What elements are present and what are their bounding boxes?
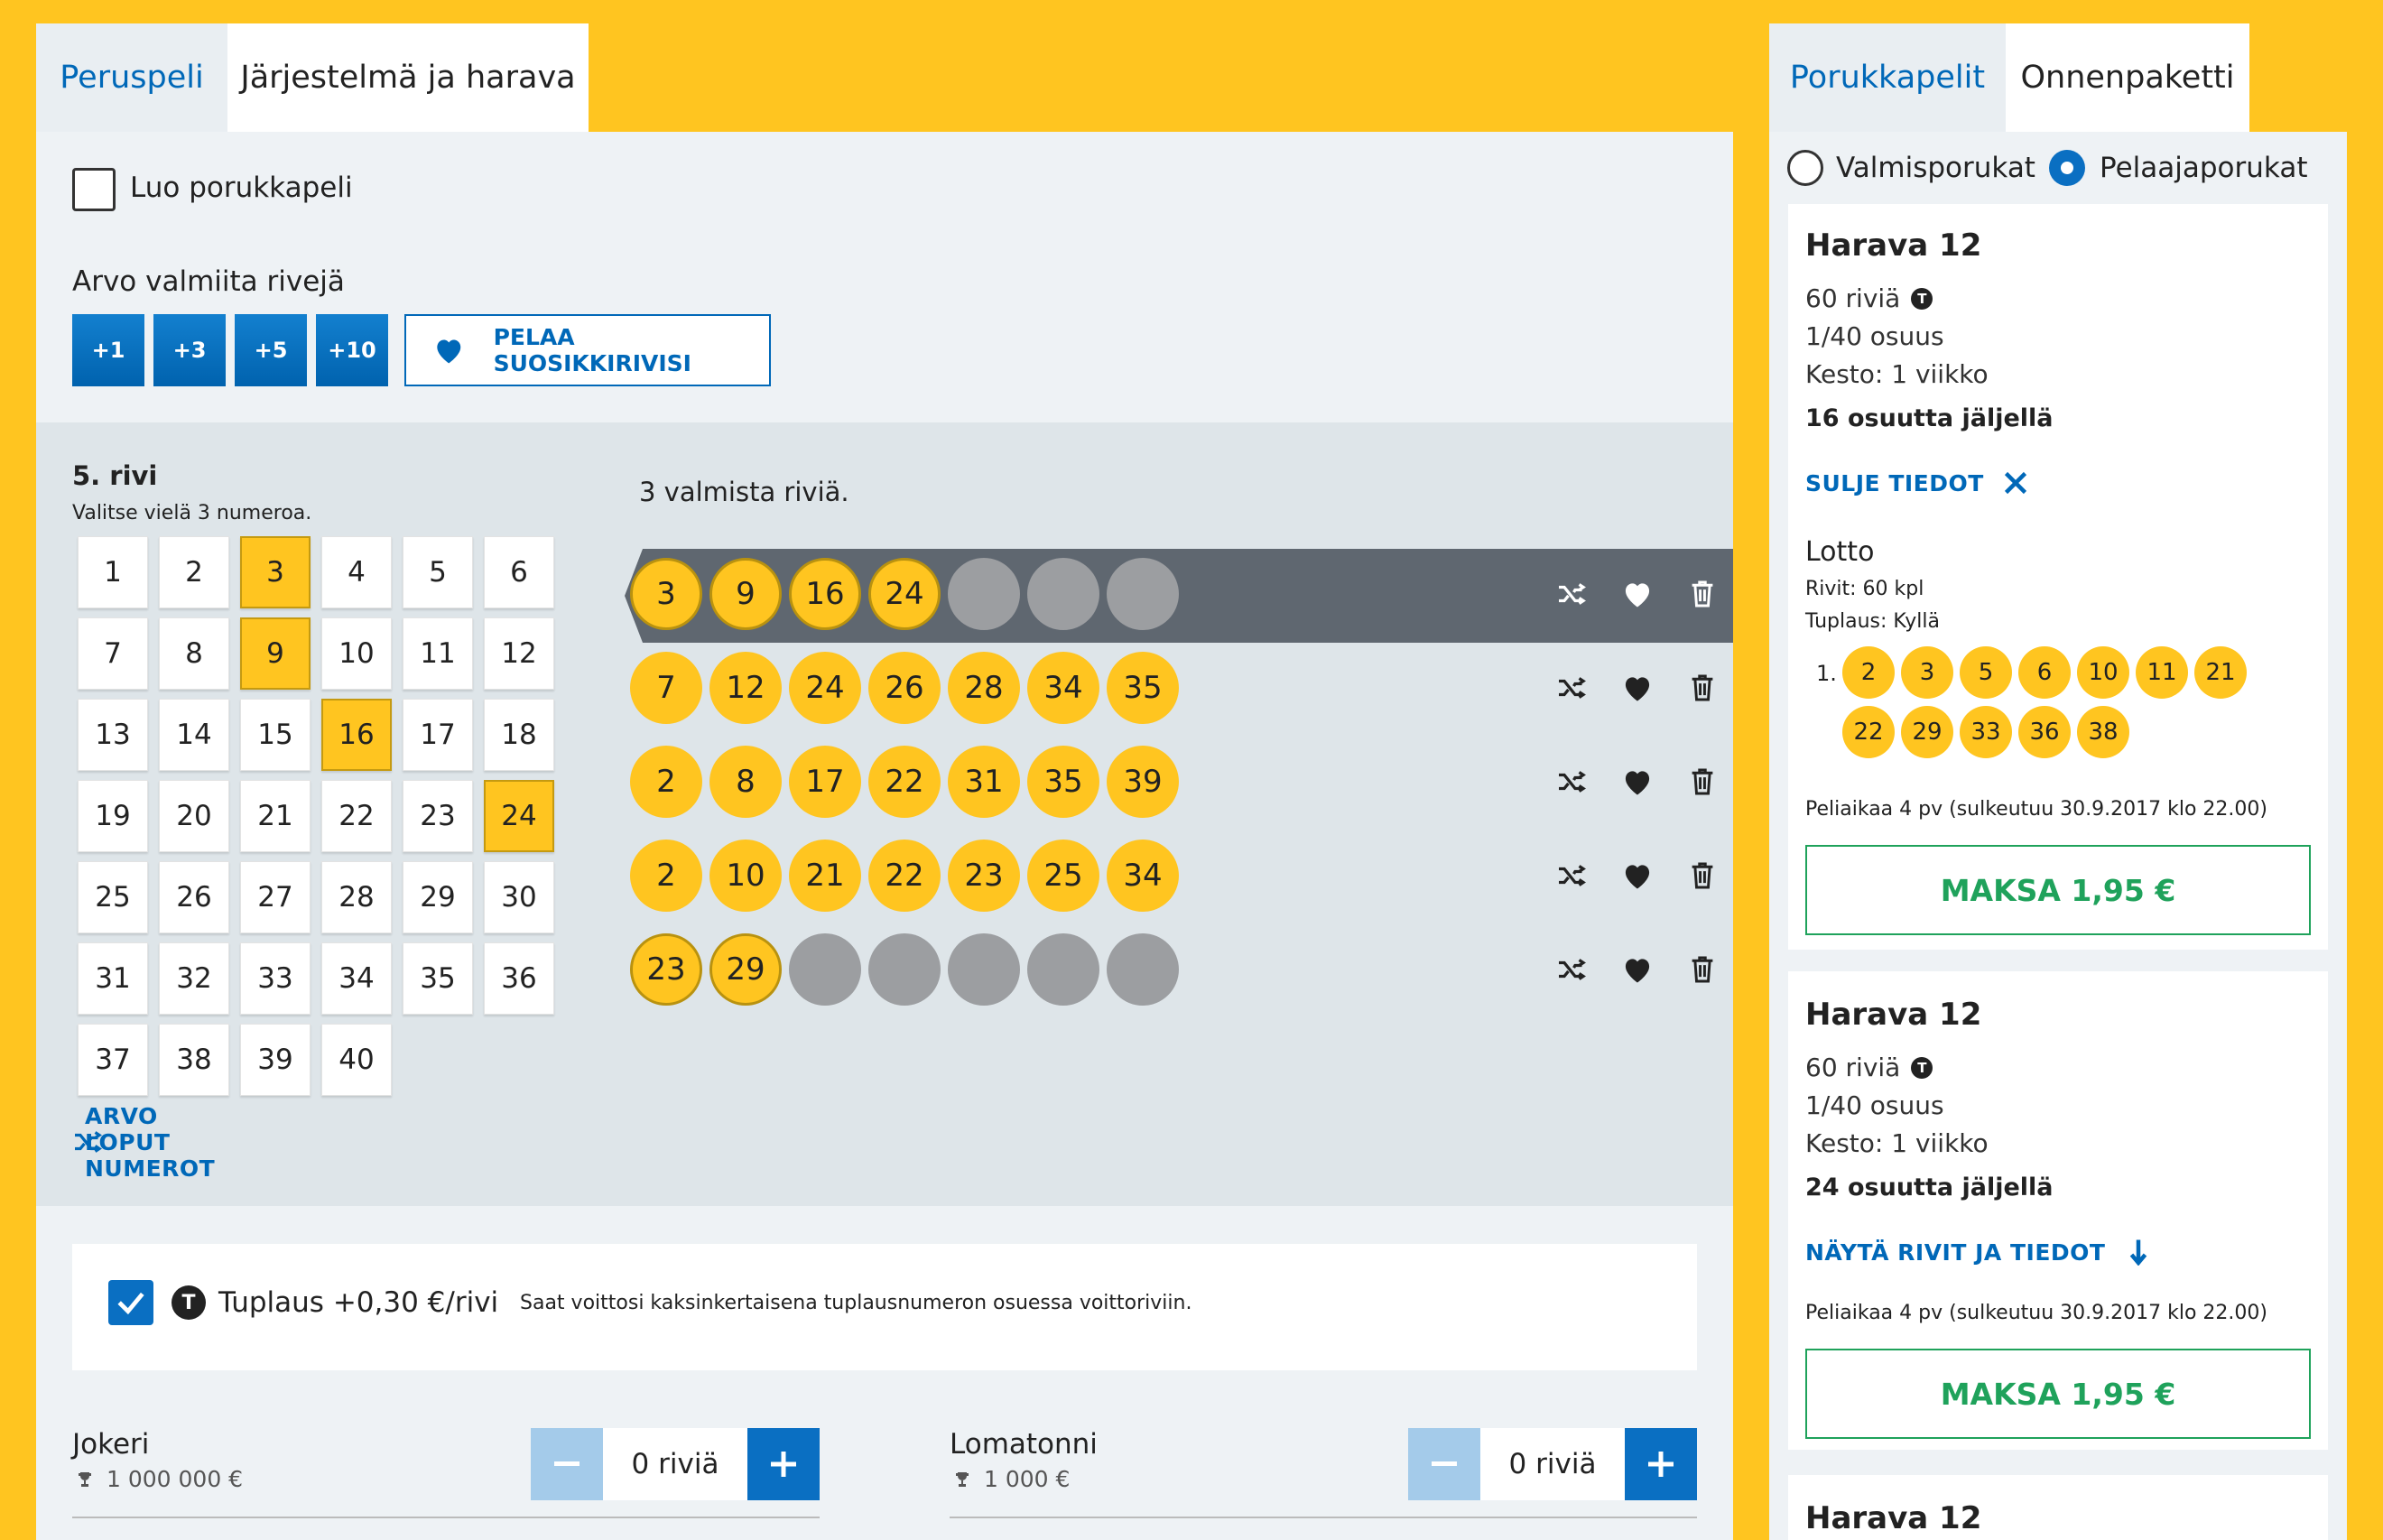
lotto-ball: 28 bbox=[948, 652, 1020, 724]
number-cell[interactable]: 15 bbox=[240, 699, 311, 771]
number-cell[interactable]: 30 bbox=[484, 861, 554, 933]
minus-icon bbox=[554, 1461, 580, 1467]
number-cell[interactable]: 26 bbox=[159, 861, 229, 933]
detail-game: Lotto bbox=[1805, 536, 1875, 568]
pay-button[interactable]: MAKSA 1,95 € bbox=[1805, 845, 2311, 935]
detail-ball: 36 bbox=[2018, 706, 2071, 758]
tab-peruspeli[interactable] bbox=[36, 23, 227, 132]
card-duration: Kesto: 1 viikko bbox=[1805, 1128, 1989, 1158]
trash-icon bbox=[1691, 580, 1714, 608]
shuffle-row-button[interactable] bbox=[1554, 578, 1590, 610]
radio-valmisporukat[interactable] bbox=[1787, 150, 1823, 186]
trash-icon bbox=[1691, 674, 1714, 701]
trash-icon bbox=[1691, 862, 1714, 889]
number-cell[interactable]: 20 bbox=[159, 780, 229, 852]
favorite-row-button[interactable] bbox=[1619, 672, 1655, 704]
random-rest-label: ARVO LOPUT NUMEROT bbox=[85, 1102, 216, 1182]
lotto-ball: 22 bbox=[868, 840, 941, 912]
lotto-ball: 2 bbox=[630, 746, 702, 818]
tab-jarjestelma-harava[interactable] bbox=[227, 23, 589, 132]
show-details-button[interactable] bbox=[1805, 1238, 2148, 1266]
tab-label: Peruspeli bbox=[60, 60, 204, 96]
shuffle-row-button[interactable] bbox=[1554, 953, 1590, 986]
plus-icon bbox=[771, 1452, 796, 1477]
arrow-down-icon bbox=[2128, 1238, 2148, 1266]
detail-ball: 29 bbox=[1901, 706, 1953, 758]
heart-icon bbox=[1621, 673, 1654, 702]
detail-ball: 3 bbox=[1901, 646, 1953, 699]
empty-ball bbox=[948, 558, 1020, 630]
lotto-ball: 35 bbox=[1107, 652, 1179, 724]
lotto-ball: 12 bbox=[709, 652, 782, 724]
number-cell[interactable]: 34 bbox=[321, 942, 392, 1015]
tuplaus-checkbox[interactable] bbox=[108, 1280, 153, 1325]
pay-button[interactable]: MAKSA 1,95 € bbox=[1805, 1349, 2311, 1439]
card-title: Harava 12 bbox=[1805, 997, 1982, 1033]
card-play-time: Peliaikaa 4 pv (sulkeutuu 30.9.2017 klo 22.00) bbox=[1805, 1302, 2267, 1324]
number-cell[interactable]: 6 bbox=[484, 536, 554, 608]
lotto-ball: 34 bbox=[1107, 840, 1179, 912]
tab-onnenpaketti[interactable] bbox=[2006, 23, 2249, 132]
heart-icon bbox=[1621, 955, 1654, 984]
tuplaus-badge-icon: T bbox=[1911, 288, 1933, 310]
lotto-ball: 21 bbox=[789, 840, 861, 912]
shuffle-row-button[interactable] bbox=[1554, 765, 1590, 798]
row-title: 5. rivi bbox=[72, 460, 158, 491]
favorite-row-button[interactable] bbox=[1619, 953, 1655, 986]
number-cell[interactable]: 12 bbox=[484, 617, 554, 690]
delete-row-button[interactable] bbox=[1684, 578, 1720, 610]
number-cell[interactable]: 4 bbox=[321, 536, 392, 608]
number-cell[interactable]: 7 bbox=[78, 617, 148, 690]
number-cell[interactable]: 17 bbox=[403, 699, 473, 771]
jokeri-prize bbox=[76, 1466, 243, 1492]
lotto-ball: 9 bbox=[709, 558, 782, 630]
empty-ball bbox=[1107, 933, 1179, 1006]
shuffle-icon bbox=[1556, 768, 1589, 795]
trash-icon bbox=[1691, 768, 1714, 795]
empty-ball bbox=[868, 933, 941, 1006]
lotto-ball: 24 bbox=[868, 558, 941, 630]
card-play-time: Peliaikaa 4 pv (sulkeutuu 30.9.2017 klo 22.00) bbox=[1805, 798, 2267, 821]
lotto-ball: 26 bbox=[868, 652, 941, 724]
jokeri-plus-button[interactable] bbox=[747, 1428, 820, 1500]
card-share: 1/40 osuus bbox=[1805, 321, 1944, 351]
close-icon bbox=[2002, 469, 2029, 496]
detail-ball: 38 bbox=[2077, 706, 2129, 758]
tuplaus-label: Tuplaus +0,30 €/rivi bbox=[218, 1286, 499, 1319]
card-rows-label: 60 riviä bbox=[1805, 1053, 1901, 1082]
favorite-row-button[interactable] bbox=[1619, 578, 1655, 610]
number-cell[interactable]: 10 bbox=[321, 617, 392, 690]
lotto-ball: 31 bbox=[948, 746, 1020, 818]
number-cell[interactable]: 9 bbox=[240, 617, 311, 690]
jokeri-prize-value: 1 000 000 € bbox=[107, 1466, 244, 1492]
radio-pelaajaporukat-label: Pelaajaporukat bbox=[2100, 152, 2308, 184]
row-hint: Valitse vielä 3 numeroa. bbox=[72, 502, 312, 524]
lotto-ball: 25 bbox=[1027, 840, 1099, 912]
number-cell[interactable]: 40 bbox=[321, 1024, 392, 1096]
quickpick-10-button[interactable]: +10 bbox=[316, 314, 388, 386]
number-cell[interactable]: 27 bbox=[240, 861, 311, 933]
close-details-button[interactable] bbox=[1805, 469, 2029, 496]
detail-ball: 6 bbox=[2018, 646, 2071, 699]
heart-icon bbox=[1621, 767, 1654, 796]
tuplaus-icon: T bbox=[172, 1285, 206, 1320]
number-cell[interactable]: 39 bbox=[240, 1024, 311, 1096]
quickpick-1-button[interactable]: +1 bbox=[72, 314, 144, 386]
minus-icon bbox=[1432, 1461, 1457, 1467]
quickpick-5-button[interactable]: +5 bbox=[235, 314, 307, 386]
lotto-ball: 7 bbox=[630, 652, 702, 724]
card-title: Harava 12 bbox=[1805, 227, 1982, 264]
number-cell[interactable]: 5 bbox=[403, 536, 473, 608]
card-rows-label: 60 riviä bbox=[1805, 283, 1901, 313]
lomatonni-prize-value: 1 000 € bbox=[984, 1466, 1071, 1492]
radio-pelaajaporukat[interactable] bbox=[2049, 150, 2085, 186]
close-details-label: SULJE TIEDOT bbox=[1805, 469, 1984, 496]
delete-row-button[interactable] bbox=[1684, 859, 1720, 892]
trophy-icon bbox=[953, 1470, 971, 1489]
number-cell[interactable]: 23 bbox=[403, 780, 473, 852]
group-card bbox=[1788, 204, 2328, 950]
lotto-ball: 23 bbox=[948, 840, 1020, 912]
delete-row-button[interactable] bbox=[1684, 765, 1720, 798]
lomatonni-title: Lomatonni bbox=[950, 1428, 1098, 1461]
number-cell[interactable]: 33 bbox=[240, 942, 311, 1015]
tab-label: Onnenpaketti bbox=[2020, 60, 2235, 96]
detail-ball: 2 bbox=[1842, 646, 1895, 699]
detail-rows: Rivit: 60 kpl bbox=[1805, 578, 1924, 600]
empty-ball bbox=[789, 933, 861, 1006]
show-details-label: NÄYTÄ RIVIT JA TIEDOT bbox=[1805, 1238, 2106, 1266]
number-cell[interactable]: 3 bbox=[240, 536, 311, 608]
detail-ball: 33 bbox=[1960, 706, 2012, 758]
quickpick-title: Arvo valmiita rivejä bbox=[72, 265, 345, 298]
tuplaus-desc: Saat voittosi kaksinkertaisena tuplausnumeron osuessa voittoriviin. bbox=[520, 1292, 1192, 1314]
lotto-ball: 24 bbox=[789, 652, 861, 724]
shuffle-row-button[interactable] bbox=[1554, 859, 1590, 892]
shuffle-icon bbox=[1556, 674, 1589, 701]
jokeri-title: Jokeri bbox=[72, 1428, 150, 1461]
card-remaining: 24 osuutta jäljellä bbox=[1805, 1174, 2054, 1201]
create-group-checkbox[interactable] bbox=[72, 168, 116, 211]
number-cell[interactable]: 13 bbox=[78, 699, 148, 771]
delete-row-button[interactable] bbox=[1684, 953, 1720, 986]
favorite-row-button[interactable] bbox=[1619, 765, 1655, 798]
empty-ball bbox=[948, 933, 1020, 1006]
random-rest-button[interactable] bbox=[72, 1102, 216, 1182]
radio-valmisporukat-label: Valmisporukat bbox=[1836, 152, 2035, 184]
lotto-ball: 35 bbox=[1027, 746, 1099, 818]
shuffle-icon bbox=[1556, 580, 1589, 608]
detail-ball: 5 bbox=[1960, 646, 2012, 699]
jokeri-minus-button[interactable] bbox=[531, 1428, 603, 1500]
lomatonni-value[interactable]: 0 riviä bbox=[1480, 1428, 1625, 1500]
detail-ball: 21 bbox=[2194, 646, 2247, 699]
heart-icon bbox=[1621, 861, 1654, 890]
shuffle-row-button[interactable] bbox=[1554, 672, 1590, 704]
number-cell[interactable]: 37 bbox=[78, 1024, 148, 1096]
empty-ball bbox=[1027, 558, 1099, 630]
play-favorite-label: PELAA SUOSIKKIRIVISI bbox=[493, 324, 691, 376]
card-title: Harava 12 bbox=[1805, 1500, 1982, 1536]
detail-ball: 10 bbox=[2077, 646, 2129, 699]
card-duration: Kesto: 1 viikko bbox=[1805, 359, 1989, 389]
card-remaining: 16 osuutta jäljellä bbox=[1805, 404, 2054, 432]
lotto-ball: 39 bbox=[1107, 746, 1179, 818]
number-cell[interactable]: 29 bbox=[403, 861, 473, 933]
play-favorite-button[interactable] bbox=[404, 314, 771, 386]
lotto-ball: 34 bbox=[1027, 652, 1099, 724]
delete-row-button[interactable] bbox=[1684, 672, 1720, 704]
detail-index: 1. bbox=[1816, 661, 1837, 686]
ready-rows-title: 3 valmista riviä. bbox=[639, 477, 849, 507]
number-cell[interactable]: 25 bbox=[78, 861, 148, 933]
lotto-ball: 23 bbox=[630, 933, 702, 1006]
heart-icon bbox=[1621, 580, 1654, 608]
detail-ball: 11 bbox=[2136, 646, 2188, 699]
number-cell[interactable]: 2 bbox=[159, 536, 229, 608]
create-group-label: Luo porukkapeli bbox=[130, 172, 353, 204]
tab-porukkapelit[interactable] bbox=[1769, 23, 2006, 132]
shuffle-icon bbox=[1556, 862, 1589, 889]
number-cell[interactable]: 1 bbox=[78, 536, 148, 608]
number-cell[interactable]: 35 bbox=[403, 942, 473, 1015]
number-cell[interactable]: 28 bbox=[321, 861, 392, 933]
detail-ball: 22 bbox=[1842, 706, 1895, 758]
card-share: 1/40 osuus bbox=[1805, 1090, 1944, 1120]
number-cell[interactable]: 24 bbox=[484, 780, 554, 852]
lomatonni-minus-button[interactable] bbox=[1408, 1428, 1480, 1500]
number-cell[interactable]: 21 bbox=[240, 780, 311, 852]
quickpick-3-button[interactable]: +3 bbox=[153, 314, 226, 386]
lotto-ball: 10 bbox=[709, 840, 782, 912]
lotto-ball: 17 bbox=[789, 746, 861, 818]
number-cell[interactable]: 18 bbox=[484, 699, 554, 771]
trophy-icon bbox=[76, 1470, 94, 1489]
card-rows bbox=[1805, 1053, 1933, 1082]
number-cell[interactable]: 19 bbox=[78, 780, 148, 852]
lotto-ball: 2 bbox=[630, 840, 702, 912]
number-cell[interactable]: 31 bbox=[78, 942, 148, 1015]
jokeri-divider bbox=[72, 1517, 820, 1518]
favorite-row-button[interactable] bbox=[1619, 859, 1655, 892]
number-cell[interactable]: 38 bbox=[159, 1024, 229, 1096]
trash-icon bbox=[1691, 956, 1714, 983]
lomatonni-divider bbox=[950, 1517, 1697, 1518]
number-cell[interactable]: 11 bbox=[403, 617, 473, 690]
lotto-ball: 3 bbox=[630, 558, 702, 630]
tuplaus-badge-icon: T bbox=[1911, 1057, 1933, 1079]
tab-label: Järjestelmä ja harava bbox=[240, 60, 576, 96]
lomatonni-prize bbox=[953, 1466, 1070, 1492]
lomatonni-plus-button[interactable] bbox=[1625, 1428, 1697, 1500]
lotto-ball: 16 bbox=[789, 558, 861, 630]
shuffle-icon bbox=[1556, 956, 1589, 983]
number-cell[interactable]: 14 bbox=[159, 699, 229, 771]
card-rows bbox=[1805, 283, 1933, 313]
plus-icon bbox=[1648, 1452, 1674, 1477]
number-cell[interactable]: 22 bbox=[321, 780, 392, 852]
lotto-ball: 29 bbox=[709, 933, 782, 1006]
number-cell[interactable]: 32 bbox=[159, 942, 229, 1015]
empty-ball bbox=[1107, 558, 1179, 630]
detail-tuplaus: Tuplaus: Kyllä bbox=[1805, 610, 1940, 633]
tab-label: Porukkapelit bbox=[1789, 60, 1986, 96]
number-cell[interactable]: 16 bbox=[321, 699, 392, 771]
empty-ball bbox=[1027, 933, 1099, 1006]
lotto-ball: 22 bbox=[868, 746, 941, 818]
lotto-ball: 8 bbox=[709, 746, 782, 818]
heart-icon bbox=[433, 336, 465, 365]
number-cell[interactable]: 36 bbox=[484, 942, 554, 1015]
jokeri-value[interactable]: 0 riviä bbox=[603, 1428, 747, 1500]
check-icon bbox=[116, 1291, 145, 1314]
number-cell[interactable]: 8 bbox=[159, 617, 229, 690]
